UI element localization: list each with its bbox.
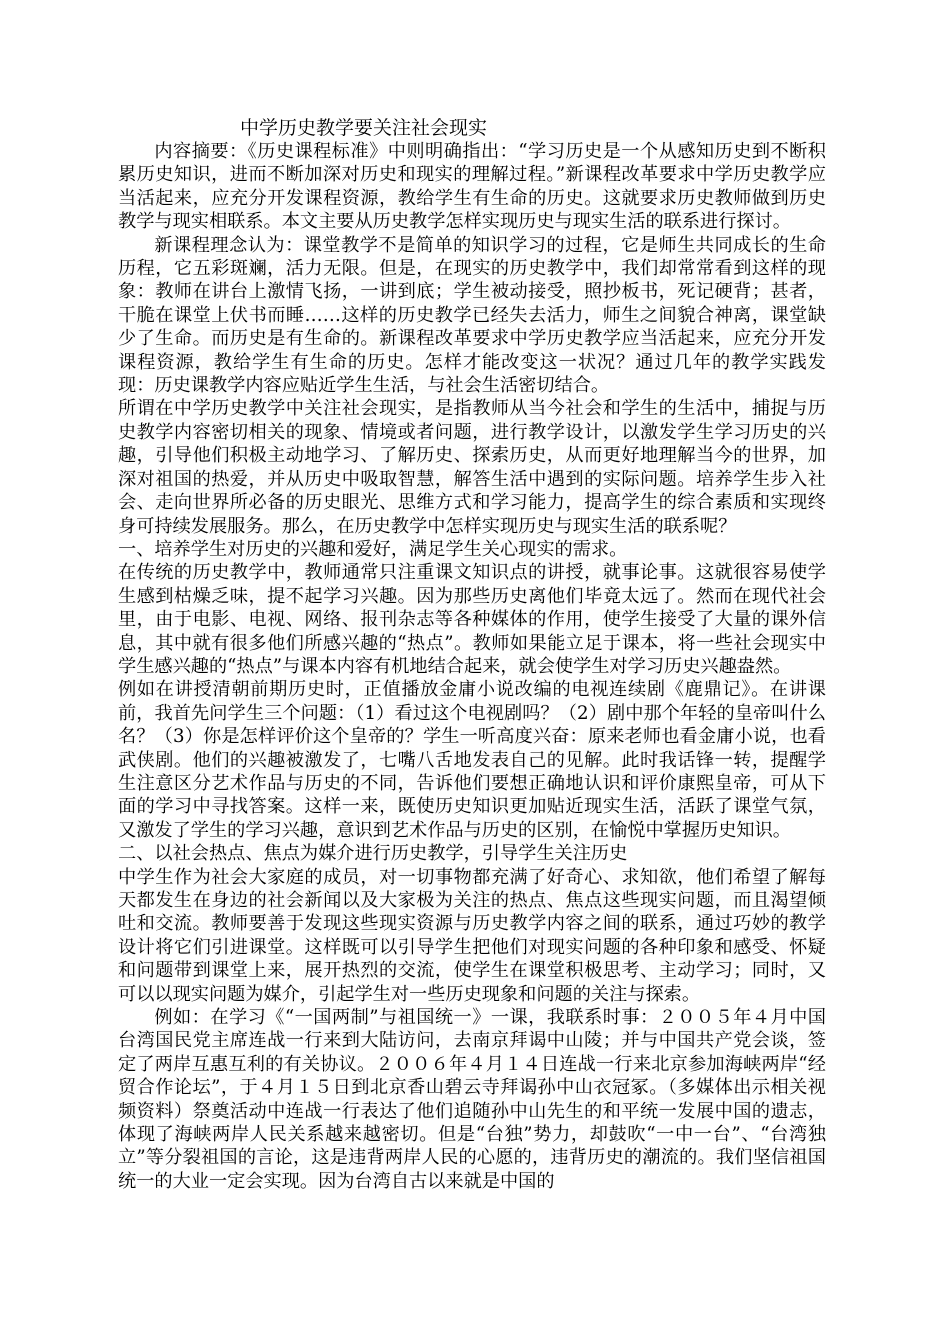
body-paragraph-3: 在传统的历史教学中，教师通常只注重课文知识点的讲授，就事论事。这就很容易使学生感到枯燥乏味，提不起学习兴趣。因为那些历史离他们毕竟太远了。然而在现代社会里，由于电影、电视、网络、报刊杂志等各种媒体的作用，使学生接受了大量的课外信息，其中就有很多他们所感兴趣的“热点”。教师如果能立足于课本，将一些社会现实中学生感兴趣的“热点”与课本内容有机地结合起来，就会使学生对学习历史兴趣盎然。 [118,562,826,677]
document-title: 中学历史教学要关注社会现实 [240,117,488,139]
abstract-paragraph: 内容摘要：《历史课程标准》中则明确指出：“学习历史是一个从感知历史到不断积累历史知识，进而不断加深对历史和现实的理解过程。”新课程改革要求中学历史教学应当活起来，应充分开发课程资源，教给学生有生命的历史。这就要求历史教师做到历史教学与现实相联系。本文主要从历史教学怎样实现历史与现实生活的联系进行探讨。 [118,141,826,233]
section-heading-2: 二、以社会热点、焦点为媒介进行历史教学，引导学生关注历史 [118,843,628,865]
section-heading-1: 一、培养学生对历史的兴趣和爱好，满足学生关心现实的需求。 [118,538,628,560]
body-paragraph-4: 例如在讲授清朝前期历史时，正值播放金庸小说改编的电视连续剧《鹿鼎记》。在讲课前，我首先问学生三个问题：（1）看过这个电视剧吗？（2）剧中那个年轻的皇帝叫什么名？（3）你是怎样评价这个皇帝的？学生一听高度兴奋：原来老师也看金庸小说，也看武侠剧。他们的兴趣被激发了，七嘴八舌地发表自己的见解。此时我话锋一转，提醒学生注意区分艺术作品与历史的不同，告诉他们要想正确地认识和评价康熙皇帝，可从下面的学习中寻找答案。这样一来，既使历史知识更加贴近现实生活，活跃了课堂气氛，又激发了学生的学习兴趣，意识到艺术作品与历史的区别，在愉悦中掌握历史知识。 [118,679,826,841]
body-paragraph-2: 所谓在中学历史教学中关注社会现实，是指教师从当今社会和学生的生活中，捕捉与历史教学内容密切相关的现象、情境或者问题，进行教学设计，以激发学生学习历史的兴趣，引导他们积极主动地学习、了解历史、探索历史，从而更好地理解当今的世界，加深对祖国的热爱，并从历史中吸取智慧，解答生活中遇到的实际问题。培养学生步入社会、走向世界所必备的历史眼光、思维方式和学习能力，提高学生的综合素质和实现终身可持续发展服务。那么，在历史教学中怎样实现历史与现实生活的联系呢？ [118,398,826,537]
body-paragraph-5: 中学生作为社会大家庭的成员，对一切事物都充满了好奇心、求知欲，他们希望了解每天都发生在身边的社会新闻以及大家极为关注的热点、焦点这些现实问题，而且渴望倾吐和交流。教师要善于发现这些现实资源与历史教学内容之间的联系，通过巧妙的教学设计将它们引进课堂。这样既可以引导学生把他们对现实问题的各种印象和感受、怀疑和问题带到课堂上来，展开热烈的交流，使学生在课堂积极思考、主动学习；同时，又可以以现实问题为媒介，引起学生对一些历史现象和问题的关注与探索。 [118,866,826,1005]
document-page [118,116,826,1193]
body-paragraph-6: 例如：在学习《“一国两制”与祖国统一》一课，我联系时事：２００５年４月中国台湾国民党主席连战一行来到大陆访问，去南京拜谒中山陵；并与中国共产党会谈，签定了两岸互惠互利的有关协议。２００６年４月１４日连战一行来北京参加海峡两岸“经贸合作论坛”，于４月１５日到北京香山碧云寺拜谒孙中山衣冠冢。（多媒体出示相关视频资料）祭奠活动中连战一行表达了他们追随孙中山先生的和平统一发展中国的遗志，体现了海峡两岸人民关系越来越密切。但是“台独”势力，却鼓吹“一中一台”、“台湾独立”等分裂祖国的言论，这是违背两岸人民的心愿的，违背历史的潮流的。我们坚信祖国统一的大业一定会实现。因为台湾自古以来就是中国的 [118,1007,826,1192]
body-paragraph-1: 新课程理念认为：课堂教学不是简单的知识学习的过程，它是师生共同成长的生命历程，它五彩斑斓，活力无限。但是，在现实的历史教学中，我们却常常看到这样的现象：教师在讲台上激情飞扬，一讲到底；学生被动接受，照抄板书，死记硬背；甚者，干脆在课堂上伏书而睡……这样的历史教学已经失去活力，师生之间貌合神离，课堂缺少了生命。而历史是有生命的。新课程改革要求中学历史教学应当活起来，应充分开发课程资源，教给学生有生命的历史。怎样才能改变这一状况？通过几年的教学实践发现：历史课教学内容应贴近学生生活，与社会生活密切结合。 [118,234,826,397]
